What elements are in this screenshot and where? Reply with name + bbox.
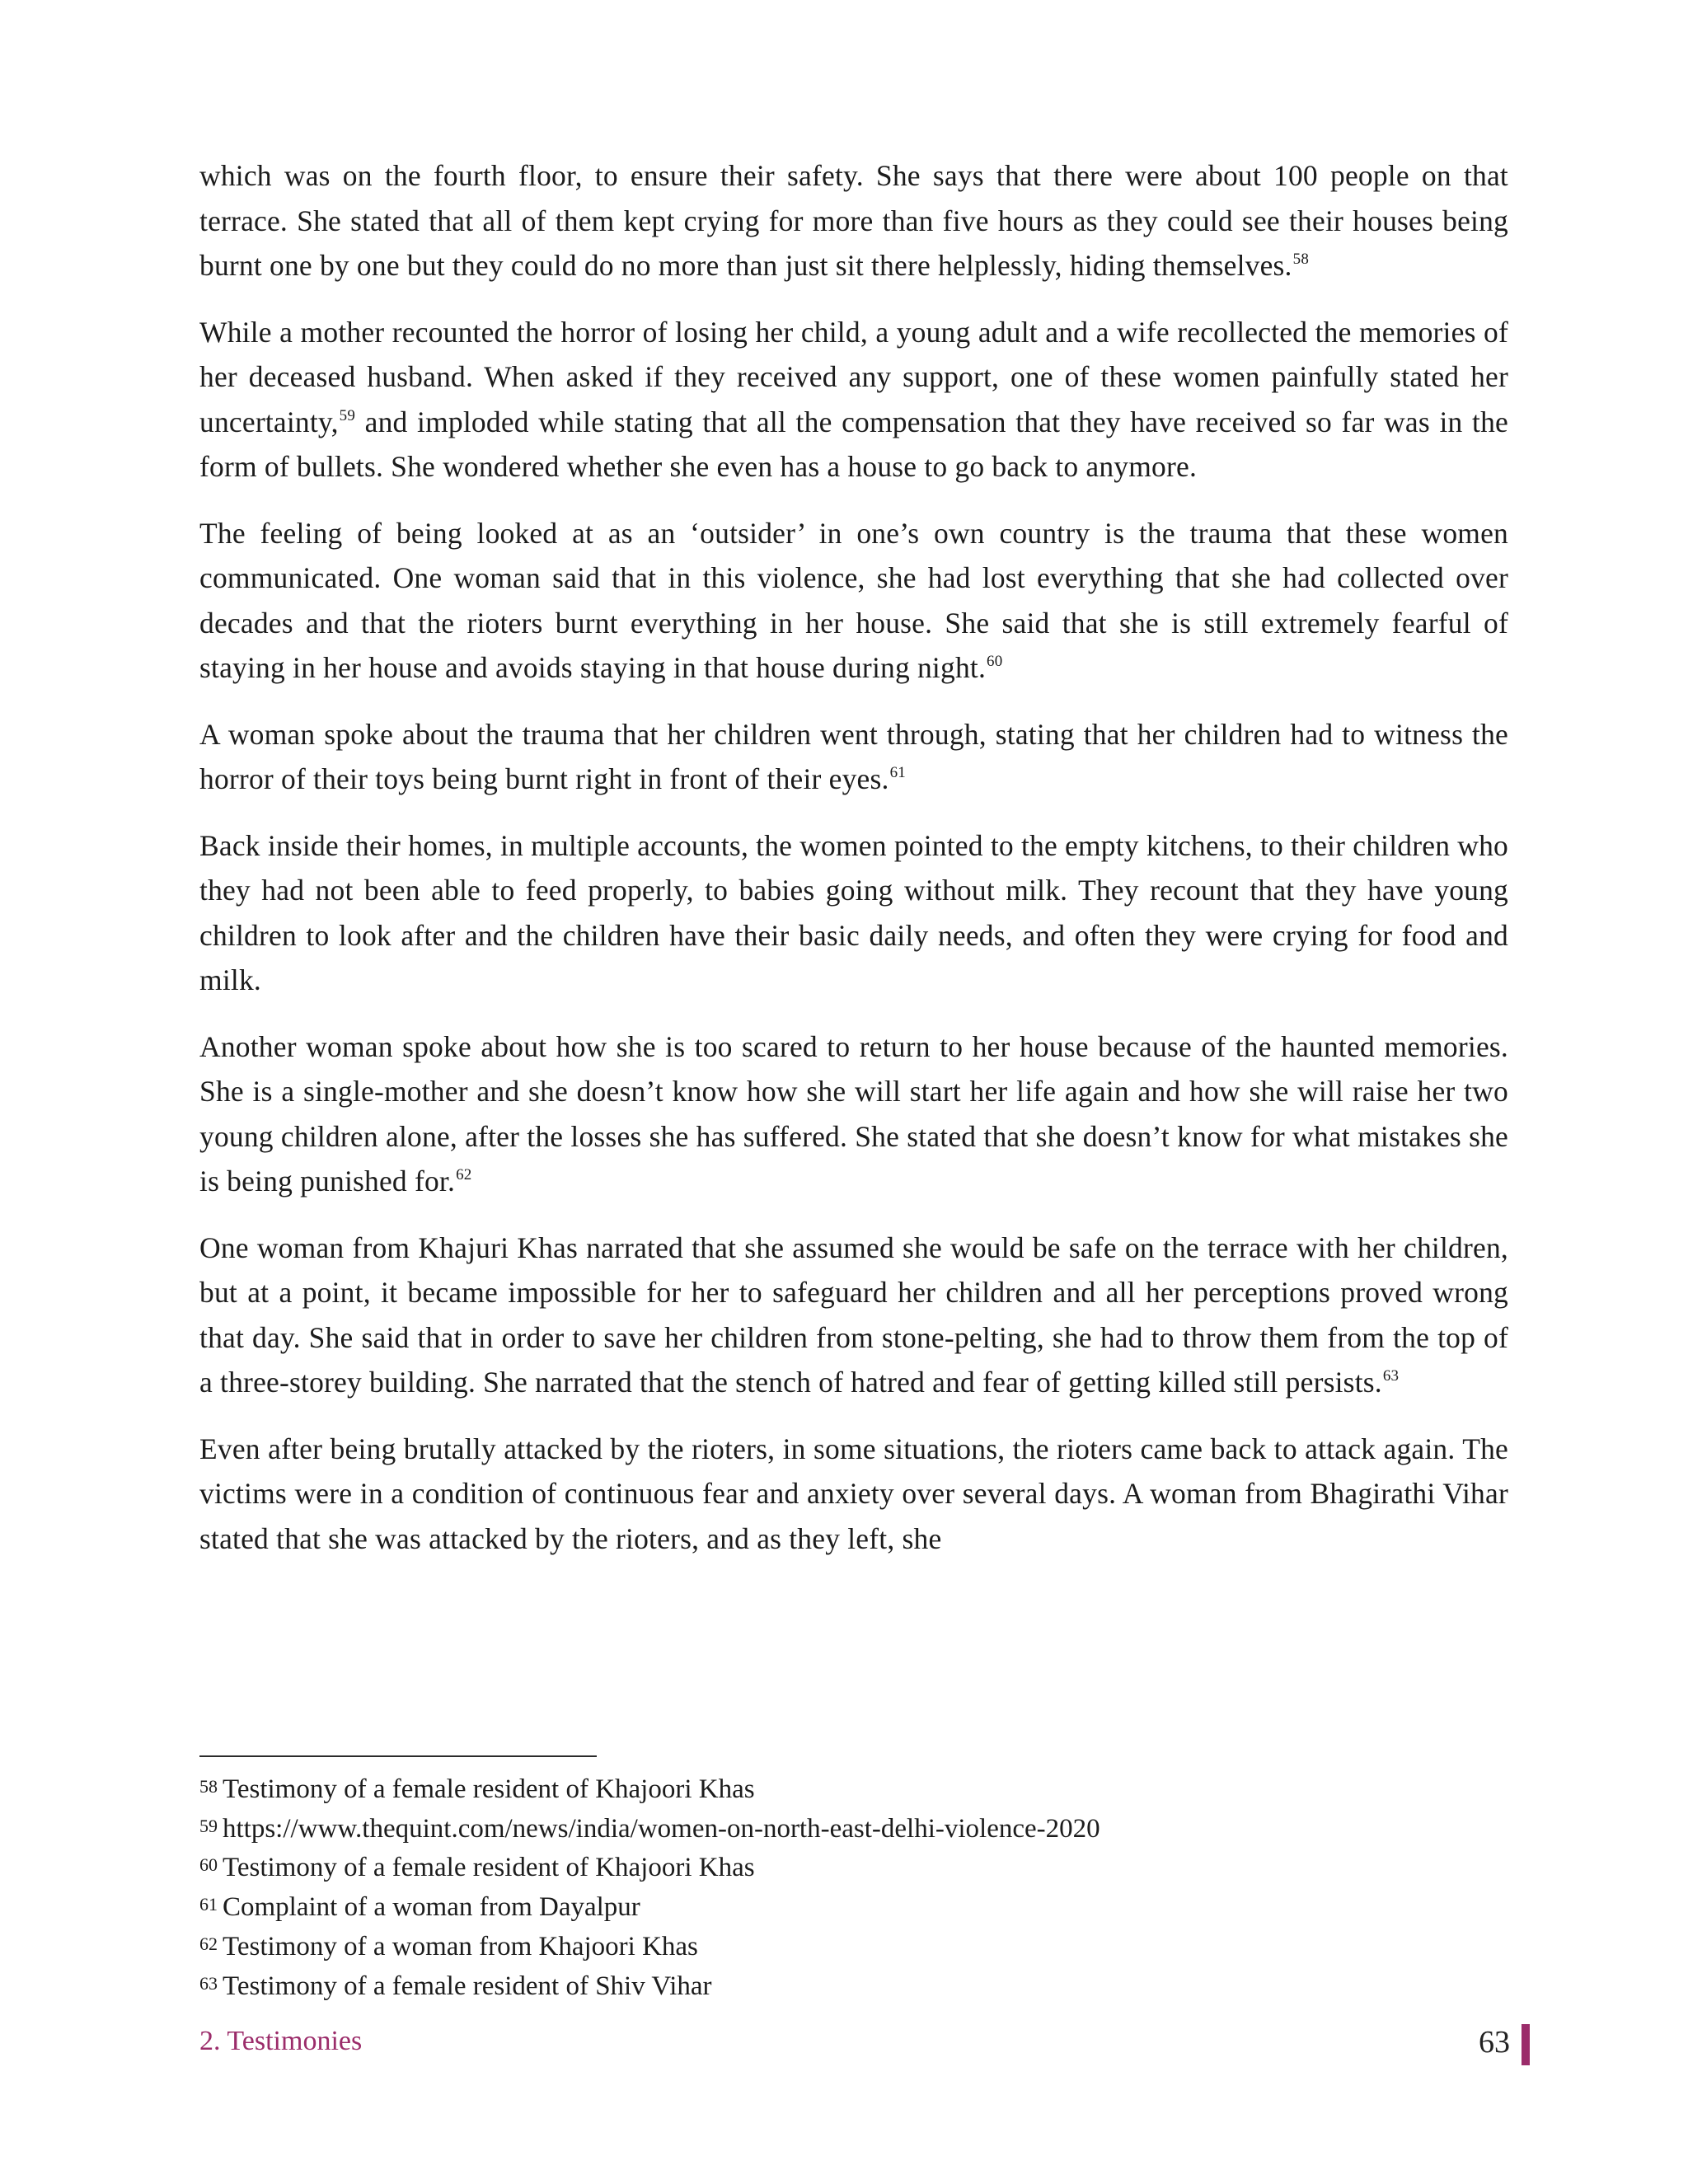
footnote-ref[interactable]: 63 xyxy=(1382,1367,1400,1385)
paragraph-text: and imploded while stating that all the compensation that they have received so far was in the form of bullets. She wondered whether she even has a house to go back to anymore. xyxy=(199,405,1508,483)
paragraph xyxy=(199,153,1508,288)
paragraph xyxy=(199,310,1508,490)
paragraph-text: The feeling of being looked at as an ‘outsider’ in one’s own country is the trauma that these women communicated. One woman said that in this violence, she had lost everything that she had collected over decades and that the rioters burnt everything in her house. She said that she is still extremely fearful of staying in her house and avoids staying in that house during night. xyxy=(199,516,1508,684)
paragraph-text: Another woman spoke about how she is too scared to return to her house because of the haunted memories. She is a single-mother and she doesn’t know how she will start her life again and how she will raise her two young children alone, after the losses she has suffered. She stated that she doesn’t know for what mistakes she is being punished for. xyxy=(199,1029,1508,1197)
footnote-number: 62 xyxy=(199,1933,218,1954)
footnote-item xyxy=(199,1966,1518,2005)
footnote-number: 58 xyxy=(199,1776,218,1797)
footnote-number: 60 xyxy=(199,1854,218,1876)
footnote-text: Testimony of a woman from Khajoori Khas xyxy=(223,1931,698,1961)
paragraph-text: which was on the fourth floor, to ensure their safety. She says that there were about 100 people on that terrace. She stated that all of them kept crying for more than five hours as they could see their houses being burnt one by one but they could do no more than just sit there helplessly, hiding themselves. xyxy=(199,159,1508,282)
footnote-text: Testimony of a female resident of Khajoori Khas xyxy=(223,1853,755,1883)
footnote-ref[interactable]: 61 xyxy=(889,764,907,781)
paragraph xyxy=(199,1024,1508,1204)
paragraph xyxy=(199,712,1508,802)
footnote-number: 61 xyxy=(199,1894,218,1915)
footnote-list xyxy=(199,1769,1518,2004)
paragraph-text: While a mother recounted the horror of losing her child, a young adult and a wife recollected the memories of her deceased husband. When asked if they received any support, one of these women painfully stated her uncertainty, xyxy=(199,315,1508,438)
footnote-item xyxy=(199,1808,1518,1848)
footnote-item xyxy=(199,1926,1518,1966)
footnote-item xyxy=(199,1847,1518,1886)
paragraph-text: Even after being brutally attacked by the rioters, in some situations, the rioters came back to attack again. The victims were in a condition of continuous fear and anxiety over several days. A woman from Bhagirathi Vihar stated that she was attacked by the rioters, and as they left, she xyxy=(199,1432,1508,1555)
paragraph-text: Back inside their homes, in multiple accounts, the women pointed to the empty kitchens, to their children who they had not been able to feed properly, to babies going without milk. They recount that they have young children to look after and the children have their basic daily needs, and often they were crying for food and milk. xyxy=(199,828,1508,996)
footnote-item xyxy=(199,1886,1518,1926)
footnote-ref[interactable]: 58 xyxy=(1292,251,1310,268)
footnote-text: Testimony of a female resident of Khajoori Khas xyxy=(223,1774,755,1804)
footnote-text: Complaint of a woman from Dayalpur xyxy=(223,1892,640,1923)
paragraph xyxy=(199,1226,1508,1405)
footer-accent-bar xyxy=(1522,2024,1530,2065)
footnote-text: Testimony of a female resident of Shiv Vihar xyxy=(223,1971,712,2001)
footnote-ref[interactable]: 60 xyxy=(987,653,1003,670)
paragraph xyxy=(199,1427,1508,1562)
paragraph-text: A woman spoke about the trauma that her children went through, stating that her children had to witness the horror of their toys being burnt right in front of their eyes. xyxy=(199,717,1508,795)
paragraph xyxy=(199,511,1508,691)
footnote-number: 63 xyxy=(199,1972,218,1994)
paragraph-text: One woman from Khajuri Khas narrated that she assumed she would be safe on the terrace with her children, but at a point, it became impossible for her to safeguard her children and all her perceptions proved wrong that day. She said that in order to save her children from stone-pelting, she had to throw them from the top of a three-storey building. She narrated that the stench of hatred and fear of getting killed still persists. xyxy=(199,1230,1508,1399)
body-text xyxy=(199,153,1508,1582)
footnote-ref[interactable]: 59 xyxy=(339,406,356,424)
footnote-item xyxy=(199,1769,1518,1808)
footnote-link[interactable]: https://www.thequint.com/news/india/women-on-north-east-delhi-violence-2020 xyxy=(223,1813,1100,1844)
paragraph xyxy=(199,823,1508,1003)
footnote-ref[interactable]: 62 xyxy=(456,1166,472,1183)
footnote-divider xyxy=(199,1755,597,1757)
footer-section-title: 2. Testimonies xyxy=(199,2026,363,2056)
page-number: 63 xyxy=(1479,2025,1510,2060)
footnote-number: 59 xyxy=(199,1815,218,1836)
